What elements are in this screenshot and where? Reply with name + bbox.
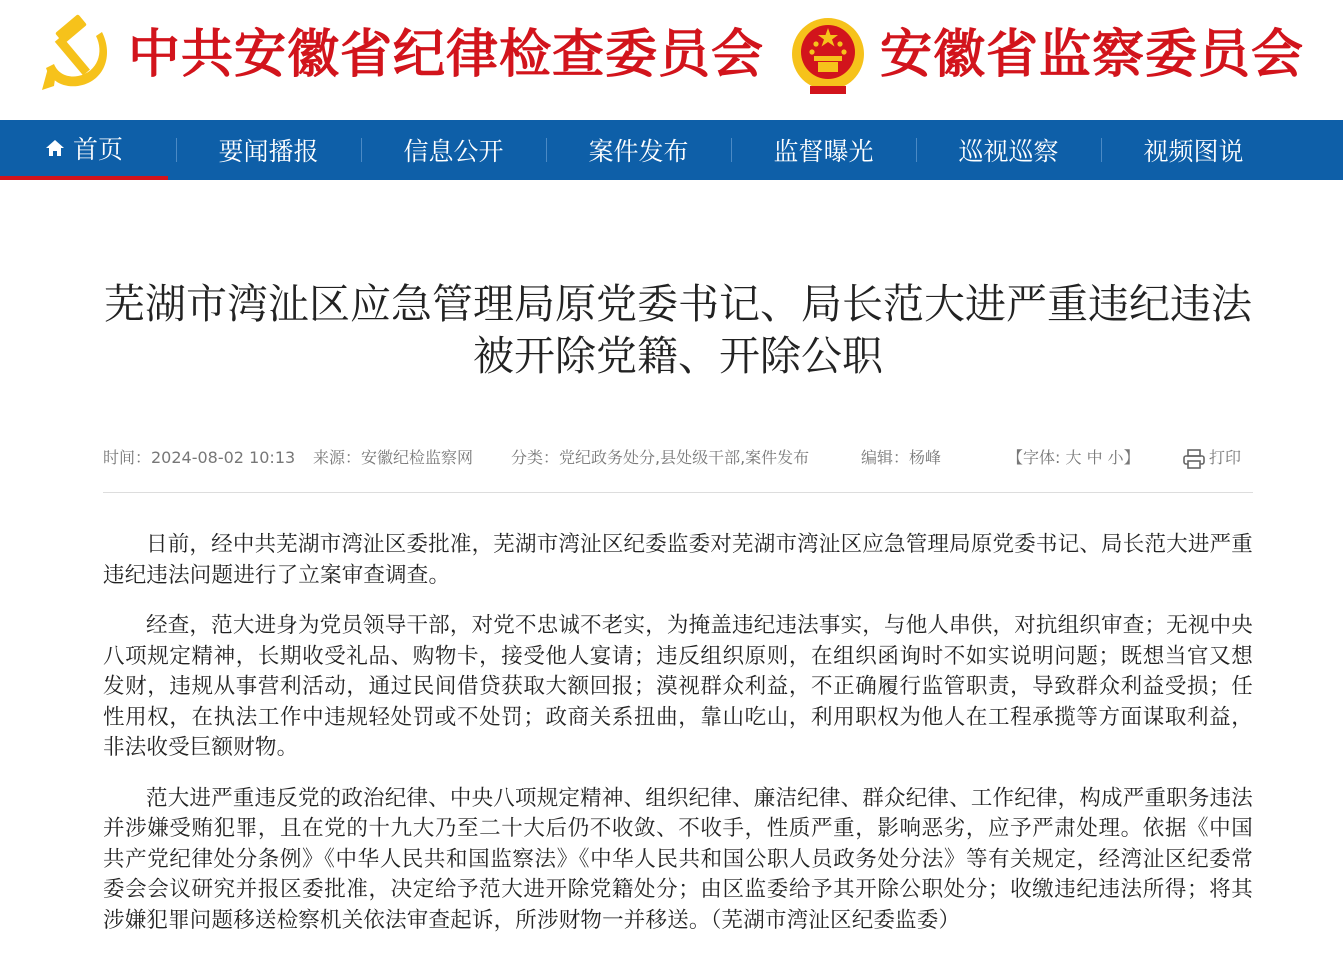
article-paragraph: 经查，范大进身为党员领导干部，对党不忠诚不老实，为掩盖违纪违法事实，与他人串供，对抗组织审查；无视中央八项规定精神，长期收受礼品、购物卡，接受他人宴请；违反组织原则，在组织函询时不如实说明问题；既想当官又想发财，违规从事营利活动，通过民间借贷获取大额回报；漠视群众利益，不正确履行监管职责，导致群众利益受损；任性用权，在执法工作中违规轻处罚或不处罚；政商关系扭曲，靠山吃山，利用职权为他人在工程承揽等方面谋取利益，非法收受巨额财物。 — [103, 613, 1253, 760]
nav-item-news[interactable] — [176, 120, 361, 180]
nav-item-inspection[interactable] — [916, 120, 1101, 180]
meta-time: 时间：2024-08-02 10:13 — [103, 448, 296, 467]
print-button[interactable] — [1183, 445, 1241, 469]
nav-item-home[interactable] — [0, 120, 168, 180]
site-header — [0, 0, 1343, 120]
article-body — [103, 530, 1253, 956]
printer-icon — [1183, 449, 1205, 469]
brand-right-title: 安徽省监察委员会 — [880, 24, 1305, 85]
print-label: 打印 — [1209, 448, 1242, 467]
brand-left-title: 中共安徽省纪律检查委员会 — [128, 24, 765, 85]
nav-item-label: 要闻播报 — [218, 137, 319, 166]
main-nav — [0, 120, 1343, 180]
brand-right[interactable] — [790, 10, 1304, 100]
national-emblem-icon — [790, 12, 866, 98]
nav-item-exposure[interactable] — [731, 120, 916, 180]
font-size-control[interactable]: 【字体: 大 中 小】 — [1007, 448, 1140, 467]
article-title: 芜湖市湾沚区应急管理局原党委书记、局长范大进严重违纪违法被开除党籍、开除公职 — [104, 280, 1252, 380]
nav-item-label: 案件发布 — [588, 137, 689, 166]
nav-item-label: 巡视巡察 — [958, 137, 1059, 166]
home-icon — [45, 138, 65, 158]
article-paragraph: 日前，经中共芜湖市湾沚区委批准，芜湖市湾沚区纪委监委对芜湖市湾沚区应急管理局原党委书记、局长范大进严重违纪违法问题进行了立案审查调查。 — [103, 532, 1253, 588]
nav-item-info[interactable] — [361, 120, 546, 180]
brand-left[interactable] — [40, 10, 764, 100]
nav-item-label: 监督曝光 — [773, 137, 874, 166]
nav-item-cases[interactable] — [546, 120, 731, 180]
meta-source: 来源：安徽纪检监察网 — [313, 448, 474, 467]
nav-item-video[interactable] — [1101, 120, 1286, 180]
nav-item-label: 视频图说 — [1143, 137, 1244, 166]
party-emblem-icon — [40, 12, 116, 98]
nav-item-label: 信息公开 — [403, 137, 504, 166]
article-meta — [103, 445, 1253, 471]
nav-item-label: 首页 — [72, 135, 123, 164]
meta-divider — [103, 492, 1253, 493]
article-paragraph: 范大进严重违反党的政治纪律、中央八项规定精神、组织纪律、廉洁纪律、群众纪律、工作纪律，构成严重职务违法并涉嫌受贿犯罪，且在党的十九大乃至二十大后仍不收敛、不收手，性质严重，影响恶劣，应予严肃处理。依据《中国共产党纪律处分条例》《中华人民共和国监察法》《中华人民共和国公职人员政务处分法》等有关规定，经湾沚区纪委常委会会议研究并报区委批准，决定给予范大进开除党籍处分；由区监委给予其开除公职处分；收缴违纪违法所得；将其涉嫌犯罪问题移送检察机关依法审查起诉，所涉财物一并移送。（芜湖市湾沚区纪委监委） — [103, 785, 1253, 933]
meta-editor: 编辑：杨峰 — [861, 448, 942, 467]
meta-category: 分类：党纪政务处分,县处级干部,案件发布 — [511, 448, 810, 467]
